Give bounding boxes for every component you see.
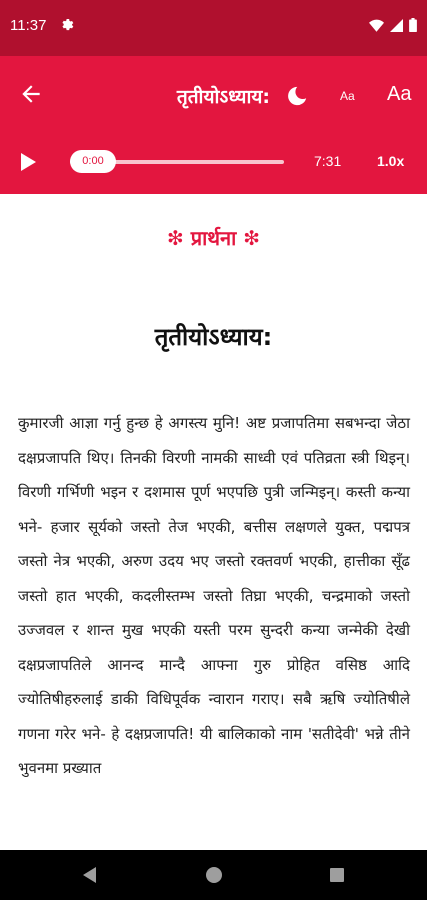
nav-home-icon[interactable] [206,867,222,883]
battery-icon [409,18,417,32]
reading-content[interactable] [0,194,427,850]
system-nav-bar [0,850,427,900]
nav-recent-icon[interactable] [330,868,344,882]
signal-icon [390,19,403,32]
gear-icon [60,17,74,31]
audio-player [0,130,427,194]
increase-font-button[interactable]: Aa [387,83,412,105]
chapter-body-text: कुमारजी आज्ञा गर्नु हुन्छ हे अगस्त्य मुनि! अष्ट प्रजापतिमा सबभन्दा जेठा दक्षप्रजापति थिए। तिनकी विरणी नामकी साध्वी एवं पतिव्रता स्त्री थिइन्। विरणी गर्भिणी भइन र दशमास पूर्ण भएपछि पुत्री जन्मिइन्। कस्ती कन्या भने- हजार सूर्यको जस्तो तेज भएकी, बत्तीस लक्षणले युक्त, पद्मपत्र जस्तो नेत्र भएकी, अरुण उदय भए जस्तो रक्तवर्ण भएकी, हात्तीका सूँढ जस्तो हात भएकी, कदलीस्तम्भ जस्तो तिघ्रा भएकी, चन्द्रमाको जस्तो उज्जवल र शान्त मुख भएकी यस्ती परम सुन्दरी कन्या जन्मेकी देखी दक्षप्रजापतिले आनन्द मान्दै आफ्ना गुरु प्रोहित वसिष्ठ आदि ज्योतिषीहरुलाई डाकी विधिपूर्वक न्वारान गराए। सबै ऋषि ज्योतिषीले गणना गरेर भने- हे दक्षप्रजापति! यी बालिकाको नाम 'सतीदेवी' भन्ने तीने भुवनमा प्रख्यात [18,414,410,777]
app-bar [0,56,427,130]
playback-speed-button[interactable]: 1.0x [377,153,405,169]
seek-thumb[interactable]: 0:00 [70,150,116,173]
moon-icon[interactable] [286,85,308,107]
wifi-icon [369,19,384,32]
section-heading: ❇ प्रार्थना ❇ [166,226,261,250]
duration-label: 7:31 [314,153,342,169]
back-arrow-icon[interactable] [18,81,44,107]
chapter-title: तृतीयोऽध्याय: [154,323,273,351]
play-icon[interactable] [20,153,36,171]
nav-back-icon[interactable] [82,867,98,883]
page-title: तृतीयोऽध्याय: [176,86,270,108]
status-time: 11:37 [10,17,47,34]
decrease-font-button[interactable]: Aa [340,89,355,103]
status-icons [369,18,417,32]
status-bar [0,0,427,56]
